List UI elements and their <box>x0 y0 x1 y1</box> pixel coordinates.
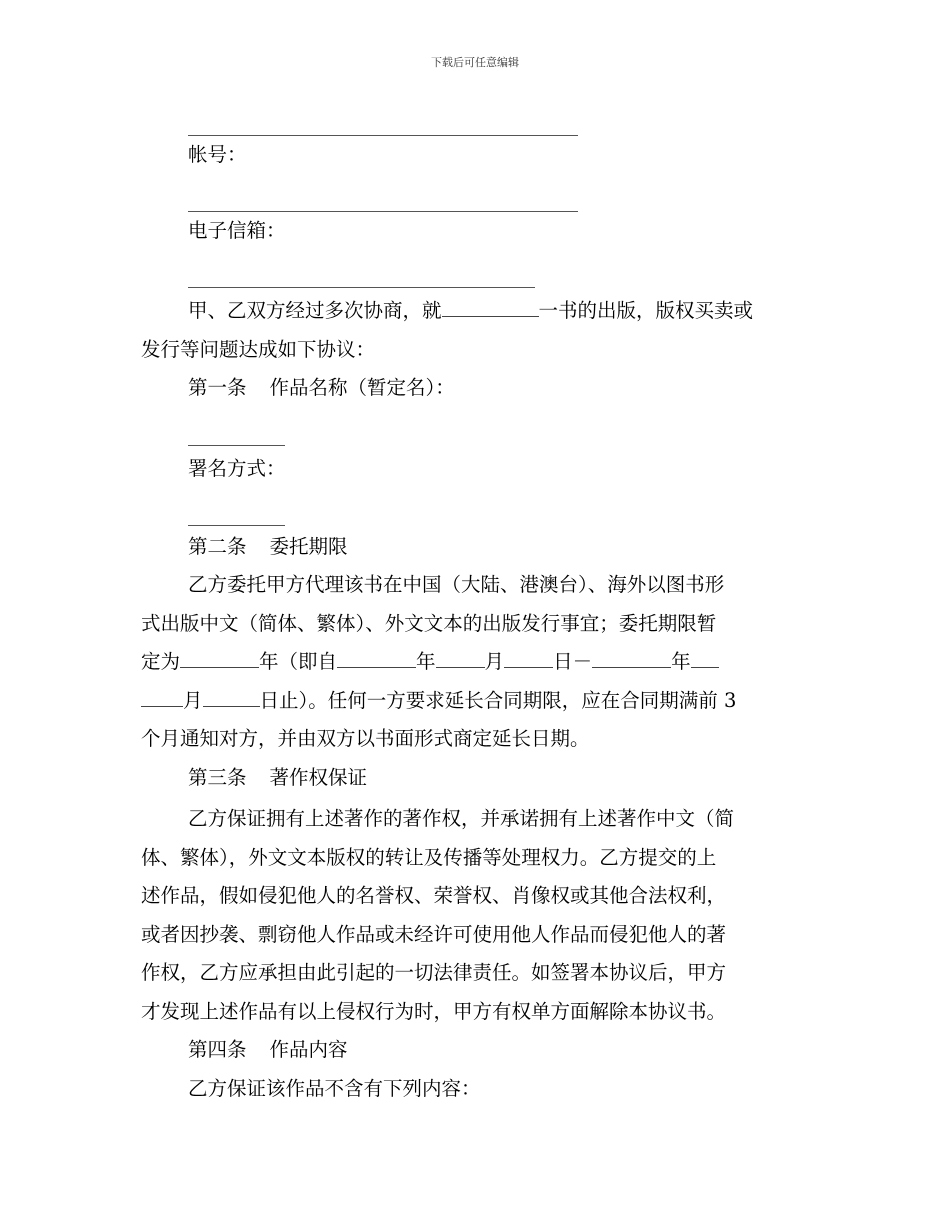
email-fill-line[interactable] <box>188 287 535 288</box>
article-3-line-3: 述作品，假如侵犯他人的名誉权、荣誉权、肖像权或其他合法权利， <box>141 884 727 907</box>
text-fragment: 定为 <box>141 650 181 673</box>
text-fragment: 日－ <box>553 650 593 673</box>
article-2-line-2: 式出版中文（简体、繁体）、外文文本的出版发行事宜；委托期限暂 <box>141 611 717 635</box>
page-header-note: 下载后可任意编辑 <box>431 56 519 69</box>
email-label: 电子信箱： <box>188 219 286 242</box>
article-3-line-6: 才发现上述作品有以上侵权行为时，甲方有权单方面解除本协议书。 <box>141 999 727 1023</box>
contract-body <box>141 116 811 1108</box>
work-title-fill-line[interactable] <box>188 445 285 446</box>
start-day-blank[interactable] <box>504 645 553 668</box>
intro-text-a: 甲、乙双方经过多次协商，就 <box>188 299 442 322</box>
article-4-title: 作品内容 <box>269 1038 348 1061</box>
article-3-line-2: 体、繁体），外文文本版权的转让及传播等处理权力。乙方提交的上 <box>141 845 717 869</box>
text-fragment: 年 <box>671 650 691 673</box>
article-2-line-5: 个月通知对方，并由双方以书面形式商定延长日期。 <box>141 727 590 750</box>
text-fragment: 年（即自 <box>259 650 338 673</box>
article-3-line-4: 或者因抄袭、剽窃他人作品或未经许可使用他人作品而侵犯他人的著 <box>141 922 727 946</box>
article-3-line-5: 作权，乙方应承担由此引起的一切法律责任。如签署本协议后，甲方 <box>141 961 727 984</box>
start-month-blank[interactable] <box>436 645 485 668</box>
blank-line-row <box>141 408 811 446</box>
article-4-heading <box>141 1031 811 1070</box>
text-fragment: 月 <box>484 650 505 673</box>
end-year-blank[interactable] <box>592 645 671 668</box>
article-1-title: 作品名称（暂定名）： <box>269 376 455 399</box>
text-fragment: 月 <box>183 688 203 712</box>
blank-line-row <box>141 488 811 526</box>
intro-text-b: 一书的出版，版权买卖或 <box>538 299 754 322</box>
end-month-blank-a[interactable] <box>691 645 719 668</box>
start-year-blank[interactable] <box>337 645 416 668</box>
term-years-blank[interactable] <box>180 645 259 668</box>
signature-label: 署名方式： <box>188 456 286 480</box>
article-4-number: 第四条 <box>188 1038 247 1061</box>
intro-line-1 <box>141 292 811 331</box>
blank-line-row <box>141 250 811 288</box>
end-day-blank[interactable] <box>203 684 260 707</box>
signature-fill-line[interactable] <box>188 525 285 526</box>
article-1-heading <box>141 369 811 408</box>
article-3-line-1: 乙方保证拥有上述著作的著作权，并承诺拥有上述著作中文（简 <box>188 807 735 830</box>
article-3-number: 第三条 <box>188 765 247 789</box>
end-month-blank-b[interactable] <box>141 684 183 707</box>
article-1-number: 第一条 <box>188 376 247 399</box>
article-2-heading <box>141 528 811 567</box>
article-2-number: 第二条 <box>188 534 247 558</box>
intro-paragraph <box>141 292 811 369</box>
article-2-body <box>141 566 811 759</box>
article-4-line-1: 乙方保证该作品不含有下列内容： <box>188 1076 481 1100</box>
article-2-title: 委托期限 <box>269 534 348 558</box>
blank-line-row <box>141 174 811 212</box>
article-4-body <box>141 1070 811 1109</box>
article-2-line-3 <box>141 643 811 682</box>
article-2-line-1: 乙方委托甲方代理该书在中国（大陆、港澳台）、海外以图书形 <box>188 573 725 596</box>
article-3-title: 著作权保证 <box>269 765 368 789</box>
article-2-line-4 <box>141 682 811 721</box>
blank-line-row <box>141 116 811 136</box>
account-label: 帐号： <box>188 143 247 166</box>
intro-line-2: 发行等问题达成如下协议： <box>141 337 376 361</box>
text-fragment: 日止）。任何一方要求延长合同期限，应在合同期满前 3 <box>259 688 737 712</box>
text-fragment: 年 <box>416 650 436 673</box>
article-3-heading <box>141 759 811 798</box>
article-3-body <box>141 800 811 1031</box>
book-title-blank[interactable] <box>442 294 539 317</box>
